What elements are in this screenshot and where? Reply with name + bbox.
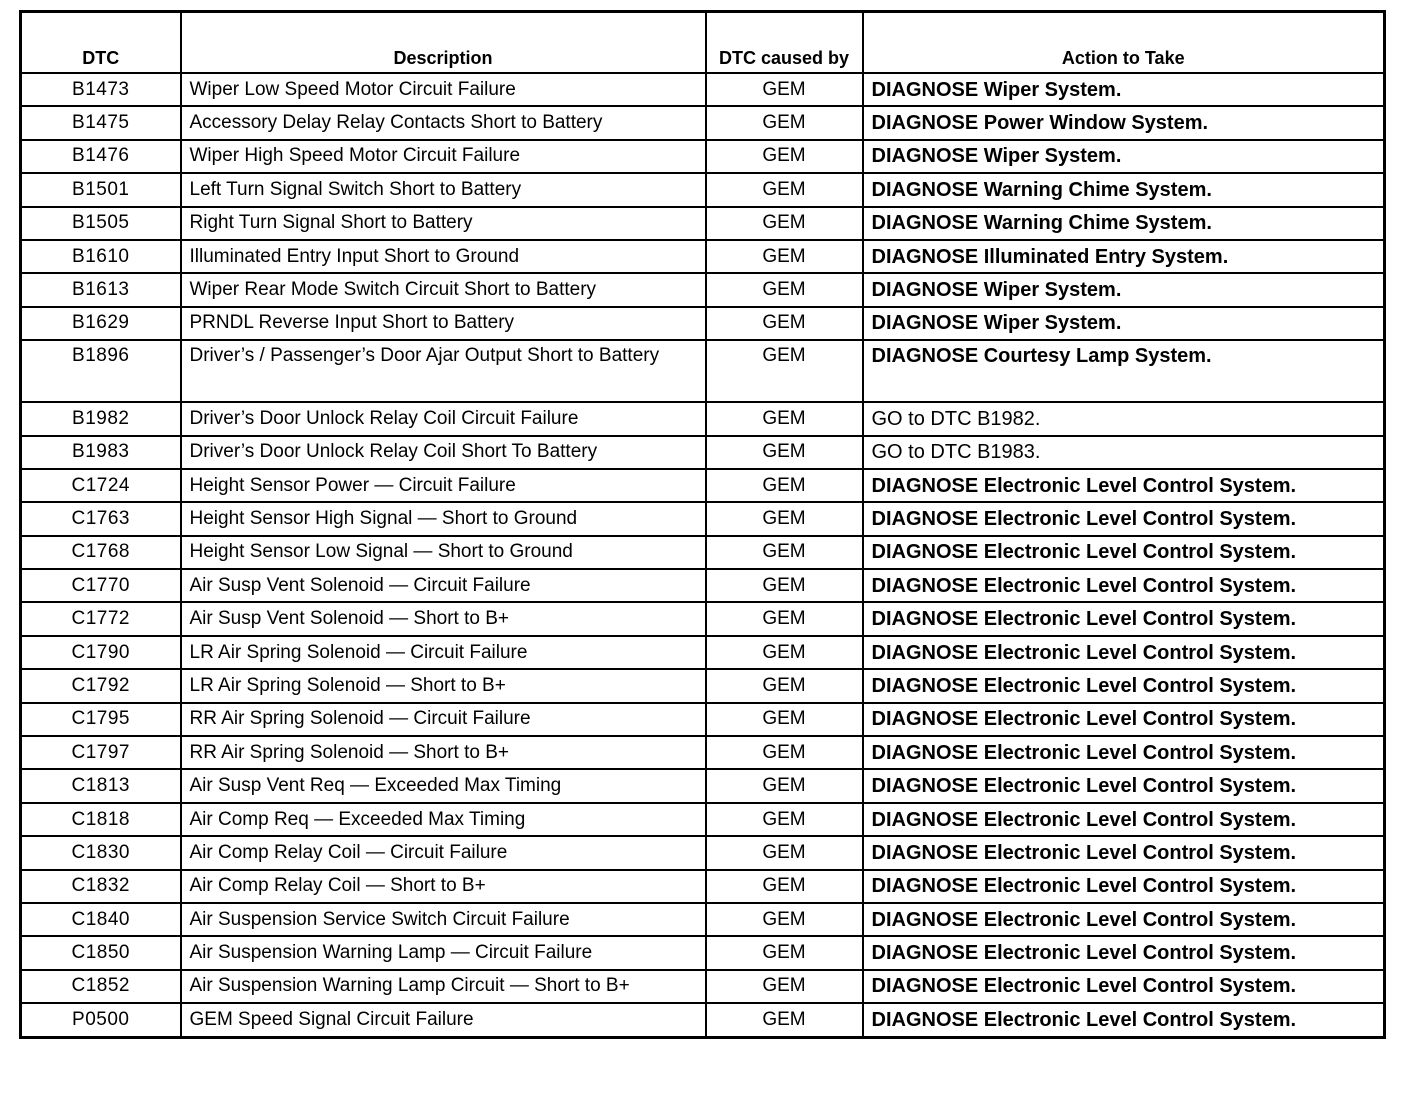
- description-cell: Illuminated Entry Input Short to Ground: [181, 240, 706, 273]
- description-cell: Air Susp Vent Solenoid — Short to B+: [181, 602, 706, 635]
- description-cell: Height Sensor Power — Circuit Failure: [181, 469, 706, 502]
- action-cell: DIAGNOSE Electronic Level Control System.: [863, 803, 1385, 836]
- table-row: [21, 273, 1385, 306]
- caused-by-cell: GEM: [706, 340, 863, 402]
- action-cell: DIAGNOSE Wiper System.: [863, 140, 1385, 173]
- table-row: [21, 340, 1385, 402]
- dtc-code-cell: B1983: [21, 436, 181, 469]
- table-row: [21, 240, 1385, 273]
- caused-by-cell: GEM: [706, 402, 863, 435]
- action-cell: DIAGNOSE Electronic Level Control System.: [863, 769, 1385, 802]
- action-cell: DIAGNOSE Wiper System.: [863, 307, 1385, 340]
- dtc-code-cell: B1476: [21, 140, 181, 173]
- dtc-code-cell: B1505: [21, 207, 181, 240]
- description-cell: Air Comp Relay Coil — Short to B+: [181, 870, 706, 903]
- description-cell: Wiper Rear Mode Switch Circuit Short to Battery: [181, 273, 706, 306]
- description-cell: PRNDL Reverse Input Short to Battery: [181, 307, 706, 340]
- dtc-code-cell: C1763: [21, 502, 181, 535]
- caused-by-cell: GEM: [706, 602, 863, 635]
- table-row: [21, 736, 1385, 769]
- action-cell: DIAGNOSE Wiper System.: [863, 73, 1385, 106]
- description-cell: Air Susp Vent Solenoid — Circuit Failure: [181, 569, 706, 602]
- dtc-code-cell: C1792: [21, 669, 181, 702]
- dtc-code-cell: C1832: [21, 870, 181, 903]
- dtc-code-cell: B1629: [21, 307, 181, 340]
- caused-by-cell: GEM: [706, 140, 863, 173]
- action-cell: DIAGNOSE Electronic Level Control System.: [863, 602, 1385, 635]
- dtc-code-cell: C1772: [21, 602, 181, 635]
- action-cell: DIAGNOSE Electronic Level Control System.: [863, 569, 1385, 602]
- table-row: [21, 173, 1385, 206]
- description-cell: Height Sensor Low Signal — Short to Ground: [181, 536, 706, 569]
- dtc-code-cell: C1768: [21, 536, 181, 569]
- caused-by-cell: GEM: [706, 173, 863, 206]
- description-cell: Driver’s Door Unlock Relay Coil Short To Battery: [181, 436, 706, 469]
- dtc-code-cell: B1982: [21, 402, 181, 435]
- action-cell: GO to DTC B1983.: [863, 436, 1385, 469]
- dtc-code-cell: C1724: [21, 469, 181, 502]
- description-cell: Accessory Delay Relay Contacts Short to Battery: [181, 106, 706, 139]
- caused-by-cell: GEM: [706, 936, 863, 969]
- description-cell: Height Sensor High Signal — Short to Ground: [181, 502, 706, 535]
- caused-by-cell: GEM: [706, 469, 863, 502]
- table-row: [21, 936, 1385, 969]
- caused-by-cell: GEM: [706, 207, 863, 240]
- caused-by-cell: GEM: [706, 502, 863, 535]
- caused-by-cell: GEM: [706, 669, 863, 702]
- caused-by-cell: GEM: [706, 870, 863, 903]
- header-dtc: DTC: [21, 12, 181, 74]
- dtc-code-cell: C1797: [21, 736, 181, 769]
- dtc-code-cell: P0500: [21, 1003, 181, 1037]
- table-row: [21, 970, 1385, 1003]
- table-row: [21, 636, 1385, 669]
- description-cell: Right Turn Signal Short to Battery: [181, 207, 706, 240]
- dtc-code-cell: B1473: [21, 73, 181, 106]
- action-cell: DIAGNOSE Electronic Level Control System.: [863, 836, 1385, 869]
- action-cell: DIAGNOSE Electronic Level Control System.: [863, 502, 1385, 535]
- table-row: [21, 669, 1385, 702]
- action-cell: DIAGNOSE Electronic Level Control System.: [863, 870, 1385, 903]
- action-cell: DIAGNOSE Warning Chime System.: [863, 173, 1385, 206]
- dtc-code-cell: C1852: [21, 970, 181, 1003]
- action-cell: DIAGNOSE Electronic Level Control System.: [863, 936, 1385, 969]
- table-row: [21, 703, 1385, 736]
- header-caused-by: DTC caused by: [706, 12, 863, 74]
- caused-by-cell: GEM: [706, 736, 863, 769]
- dtc-code-cell: B1610: [21, 240, 181, 273]
- table-row: [21, 803, 1385, 836]
- action-cell: DIAGNOSE Power Window System.: [863, 106, 1385, 139]
- dtc-code-cell: B1475: [21, 106, 181, 139]
- table-row: [21, 602, 1385, 635]
- description-cell: LR Air Spring Solenoid — Circuit Failure: [181, 636, 706, 669]
- table-row: [21, 73, 1385, 106]
- caused-by-cell: GEM: [706, 1003, 863, 1037]
- description-cell: Air Suspension Warning Lamp Circuit — Short to B+: [181, 970, 706, 1003]
- action-cell: DIAGNOSE Electronic Level Control System.: [863, 903, 1385, 936]
- description-cell: RR Air Spring Solenoid — Circuit Failure: [181, 703, 706, 736]
- dtc-code-cell: C1790: [21, 636, 181, 669]
- caused-by-cell: GEM: [706, 536, 863, 569]
- table-row: [21, 836, 1385, 869]
- caused-by-cell: GEM: [706, 836, 863, 869]
- caused-by-cell: GEM: [706, 769, 863, 802]
- dtc-code-cell: C1795: [21, 703, 181, 736]
- dtc-table: [19, 10, 1386, 1039]
- dtc-code-cell: B1896: [21, 340, 181, 402]
- dtc-code-cell: C1813: [21, 769, 181, 802]
- header-action: Action to Take: [863, 12, 1385, 74]
- table-row: [21, 469, 1385, 502]
- description-cell: Air Suspension Service Switch Circuit Failure: [181, 903, 706, 936]
- action-cell: DIAGNOSE Electronic Level Control System.: [863, 469, 1385, 502]
- action-cell: DIAGNOSE Electronic Level Control System.: [863, 736, 1385, 769]
- action-cell: DIAGNOSE Electronic Level Control System.: [863, 1003, 1385, 1037]
- dtc-code-cell: C1850: [21, 936, 181, 969]
- table-row: [21, 1003, 1385, 1037]
- description-cell: Wiper High Speed Motor Circuit Failure: [181, 140, 706, 173]
- description-cell: Air Susp Vent Req — Exceeded Max Timing: [181, 769, 706, 802]
- caused-by-cell: GEM: [706, 803, 863, 836]
- caused-by-cell: GEM: [706, 569, 863, 602]
- table-row: [21, 140, 1385, 173]
- table-row: [21, 307, 1385, 340]
- caused-by-cell: GEM: [706, 970, 863, 1003]
- table-row: [21, 536, 1385, 569]
- description-cell: Driver’s / Passenger’s Door Ajar Output Short to Battery: [181, 340, 706, 402]
- action-cell: DIAGNOSE Courtesy Lamp System.: [863, 340, 1385, 402]
- table-row: [21, 569, 1385, 602]
- description-cell: RR Air Spring Solenoid — Short to B+: [181, 736, 706, 769]
- table-row: [21, 870, 1385, 903]
- description-cell: Driver’s Door Unlock Relay Coil Circuit Failure: [181, 402, 706, 435]
- caused-by-cell: GEM: [706, 307, 863, 340]
- description-cell: LR Air Spring Solenoid — Short to B+: [181, 669, 706, 702]
- caused-by-cell: GEM: [706, 73, 863, 106]
- dtc-code-cell: C1770: [21, 569, 181, 602]
- action-cell: DIAGNOSE Wiper System.: [863, 273, 1385, 306]
- table-row: [21, 207, 1385, 240]
- table-row: [21, 502, 1385, 535]
- description-cell: GEM Speed Signal Circuit Failure: [181, 1003, 706, 1037]
- description-cell: Air Suspension Warning Lamp — Circuit Failure: [181, 936, 706, 969]
- caused-by-cell: GEM: [706, 273, 863, 306]
- action-cell: DIAGNOSE Electronic Level Control System.: [863, 536, 1385, 569]
- header-description: Description: [181, 12, 706, 74]
- action-cell: DIAGNOSE Electronic Level Control System.: [863, 970, 1385, 1003]
- table-header-row: [21, 12, 1385, 74]
- table-row: [21, 436, 1385, 469]
- caused-by-cell: GEM: [706, 636, 863, 669]
- action-cell: DIAGNOSE Electronic Level Control System.: [863, 636, 1385, 669]
- description-cell: Left Turn Signal Switch Short to Battery: [181, 173, 706, 206]
- table-row: [21, 903, 1385, 936]
- table-row: [21, 769, 1385, 802]
- dtc-code-cell: C1840: [21, 903, 181, 936]
- action-cell: DIAGNOSE Electronic Level Control System.: [863, 669, 1385, 702]
- table-row: [21, 402, 1385, 435]
- caused-by-cell: GEM: [706, 703, 863, 736]
- description-cell: Air Comp Relay Coil — Circuit Failure: [181, 836, 706, 869]
- dtc-code-cell: C1830: [21, 836, 181, 869]
- dtc-code-cell: C1818: [21, 803, 181, 836]
- action-cell: GO to DTC B1982.: [863, 402, 1385, 435]
- caused-by-cell: GEM: [706, 106, 863, 139]
- description-cell: Wiper Low Speed Motor Circuit Failure: [181, 73, 706, 106]
- action-cell: DIAGNOSE Warning Chime System.: [863, 207, 1385, 240]
- caused-by-cell: GEM: [706, 903, 863, 936]
- table-body: [21, 73, 1385, 1037]
- dtc-code-cell: B1613: [21, 273, 181, 306]
- action-cell: DIAGNOSE Illuminated Entry System.: [863, 240, 1385, 273]
- caused-by-cell: GEM: [706, 436, 863, 469]
- dtc-code-cell: B1501: [21, 173, 181, 206]
- description-cell: Air Comp Req — Exceeded Max Timing: [181, 803, 706, 836]
- table-row: [21, 106, 1385, 139]
- action-cell: DIAGNOSE Electronic Level Control System.: [863, 703, 1385, 736]
- caused-by-cell: GEM: [706, 240, 863, 273]
